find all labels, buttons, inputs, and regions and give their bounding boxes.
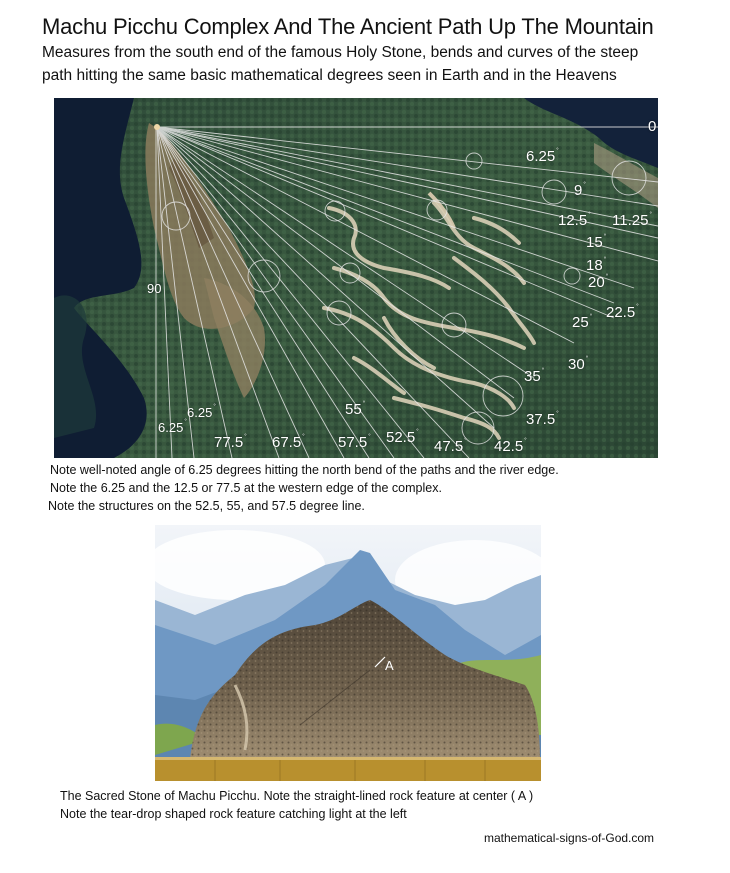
degree-label-6-25-inner: 6.25° — [187, 404, 216, 420]
degree-label-11-25: 11.25° — [612, 212, 652, 229]
degree-label-77-5: 77.5° — [214, 434, 247, 451]
page-title: Machu Picchu Complex And The Ancient Path Up The Mountain — [42, 14, 654, 39]
degree-label-35: 35° — [524, 368, 545, 385]
page-subtitle — [42, 41, 638, 87]
degree-label-37-5: 37.5° — [526, 411, 559, 428]
degree-label-30: 30° — [568, 356, 589, 373]
degree-label-47-5: 47.5° — [434, 438, 467, 455]
aerial-map-image — [54, 98, 658, 458]
degree-label-12-5: 12.5° — [558, 212, 591, 229]
sacred-stone-graphic — [155, 525, 541, 781]
degree-label-22-5: 22.5° — [606, 304, 639, 321]
note-2: Note the 6.25 and the 12.5 or 77.5 at the western edge of the complex. — [50, 481, 442, 495]
degree-label-0: 0 — [648, 118, 657, 135]
photo-caption — [60, 787, 533, 823]
caption-line-1: The Sacred Stone of Machu Picchu. Note the straight-lined rock feature at center ( A ) — [60, 789, 534, 803]
degree-label-57-5: 57.5° — [338, 434, 371, 451]
degree-label-52-5: 52.5° — [386, 429, 419, 446]
degree-label-20: 20° — [588, 274, 609, 291]
degree-label-42-5: 42.5° — [494, 438, 527, 455]
note-3: Note the structures on the 52.5, 55, and 57.5 degree line. — [48, 499, 365, 513]
degree-label-6-25-outer: 6.25° — [158, 419, 187, 435]
site-credit: mathematical-signs-of-God.com — [484, 831, 655, 845]
degree-label-9: 9° — [574, 182, 586, 199]
degree-label-55: 55° — [345, 401, 366, 418]
note-1: Note well-noted angle of 6.25 degrees hitting the north bend of the paths and the river edge. — [50, 463, 559, 477]
subtitle-line-2: path hitting the same basic mathematical degrees seen in Earth and in the Heavens — [42, 67, 617, 84]
degree-label-25: 25° — [572, 314, 593, 331]
map-notes — [50, 461, 559, 515]
degree-label-6-25: 6.25° — [526, 148, 559, 165]
degree-label-67-5: 67.5° — [272, 434, 305, 451]
sacred-stone-photo — [155, 525, 541, 781]
degree-label-90: 90 — [147, 281, 162, 296]
degree-label-18: 18° — [586, 257, 607, 274]
caption-line-2: Note the tear-drop shaped rock feature catching light at the left — [60, 807, 407, 821]
degree-label-15: 15° — [586, 234, 607, 251]
marker-label-a: A — [385, 658, 394, 673]
subtitle-line-1: Measures from the south end of the famous Holy Stone, bends and curves of the steep — [42, 44, 639, 61]
